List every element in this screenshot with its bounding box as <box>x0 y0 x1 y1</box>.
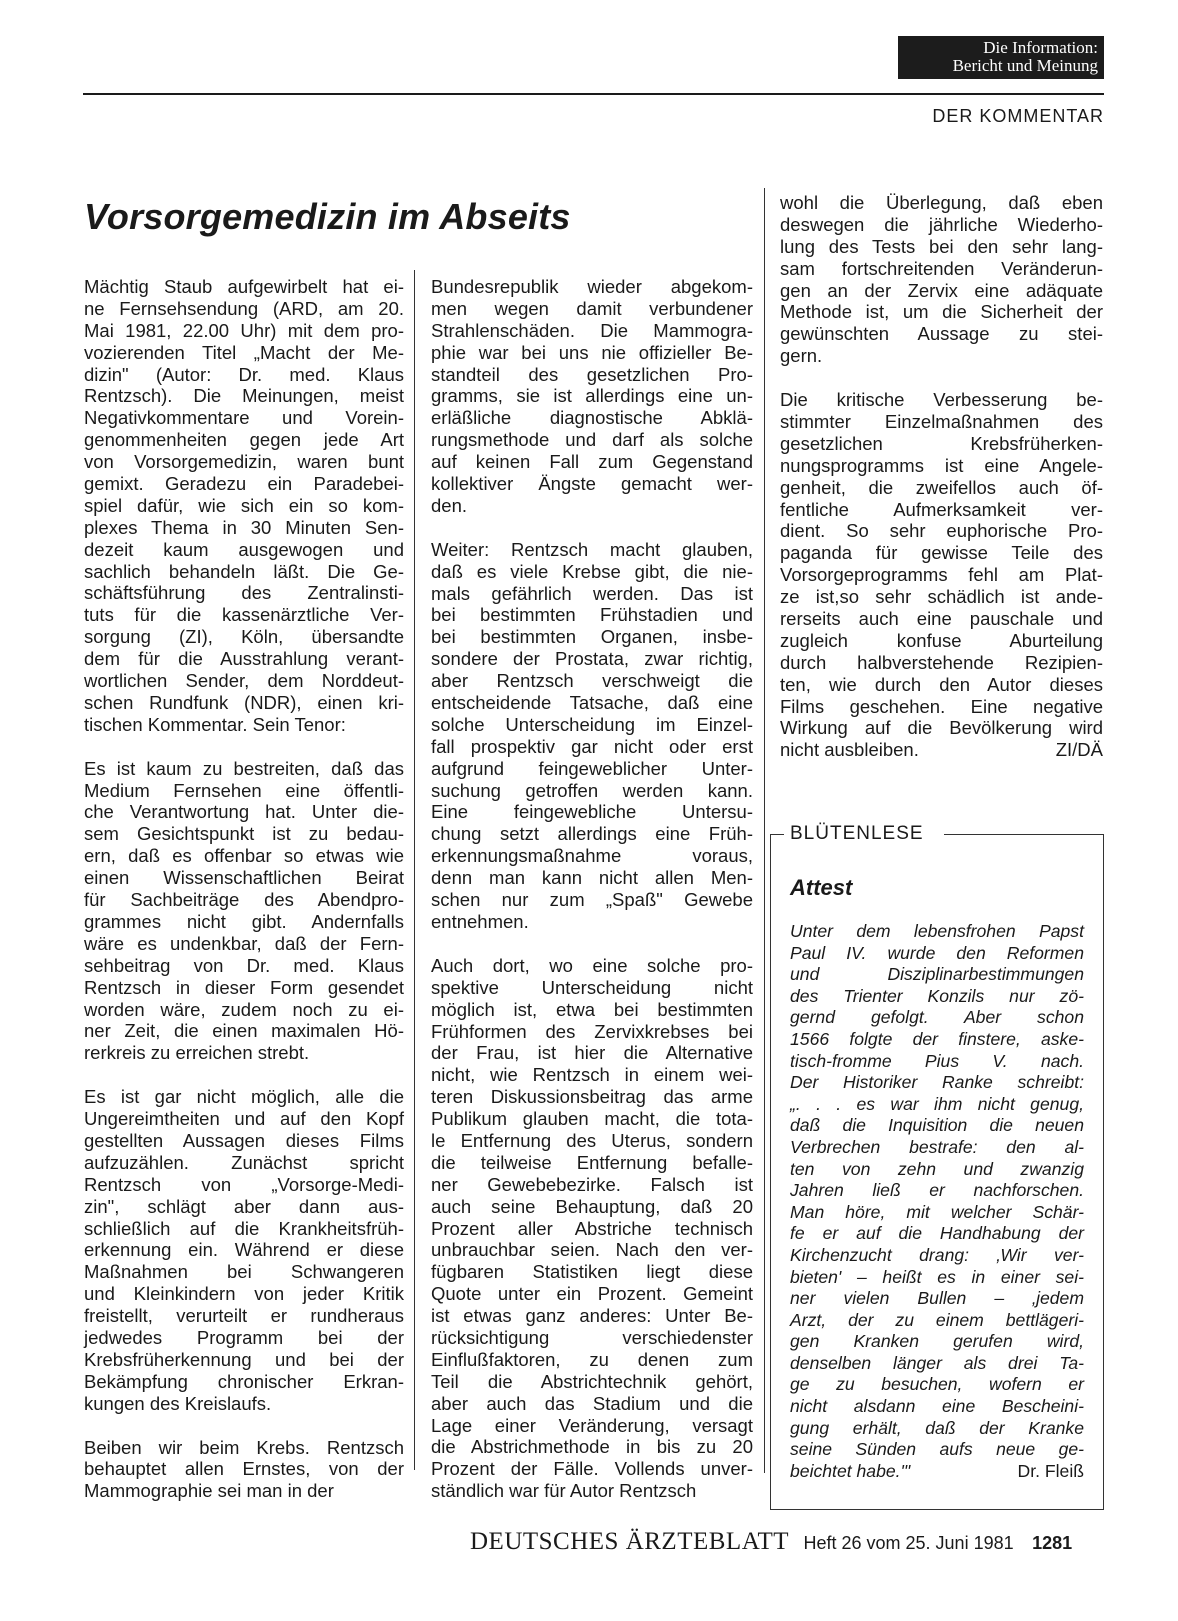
sidebar-line: ge zu besuchen, wofern er <box>790 1374 1084 1395</box>
text-line: erkennung ein. Während er diese <box>84 1239 404 1261</box>
section-badge <box>898 36 1104 79</box>
top-rule <box>83 93 1104 95</box>
text-line: behauptet allen Ernstes, von der <box>84 1458 404 1480</box>
text-line: spiel dafür, wie sich ein so kom- <box>84 494 404 516</box>
sidebar-line: Man höre, mit welcher Schär- <box>790 1201 1084 1222</box>
paragraph <box>84 1086 404 1414</box>
text-line: gemixt. Geradezu ein Paradebei- <box>84 473 404 495</box>
sidebar-line: Paul IV. wurde den Reformen <box>790 942 1084 963</box>
text-line: dezeit kaum ausgewogen und <box>84 538 404 560</box>
sidebar-line: ten von zehn und zwanzig <box>790 1158 1084 1179</box>
text-line: entnehmen. <box>431 910 529 932</box>
text-line: sorgung (ZI), Köln, übersandte <box>84 626 404 648</box>
sidebar-line: seine Sünden aufs neue ge- <box>790 1439 1084 1460</box>
text-line: spektive Unterscheidung nicht <box>431 976 753 998</box>
text-line: paganda für gewisse Teile des <box>780 542 1103 564</box>
text-line: genommenheiten gegen jede Art <box>84 429 404 451</box>
sidebar-last-line: beichtet habe.'" <box>790 1460 911 1481</box>
text-line: auch seine Behauptung, daß 20 <box>431 1195 753 1217</box>
text-line: möglich ist, etwa bei bestimmten <box>431 998 753 1020</box>
text-line: rücksichtigung verschiedenster <box>431 1326 753 1348</box>
text-line: zugleich konfuse Aburteilung <box>780 629 1103 651</box>
text-line: dem für die Ausstrahlung verant- <box>84 648 404 670</box>
article-signoff <box>780 739 1103 761</box>
sidebar-line: bieten' – heißt es in einer sei- <box>790 1266 1084 1287</box>
text-line: rerkreis zu erreichen strebt. <box>84 1042 310 1064</box>
text-line: daß es viele Krebse gibt, die nie- <box>431 560 753 582</box>
text-line: Rentzsch von „Vorsorge-Medi- <box>84 1173 404 1195</box>
sidebar-line: Verbrechen bestrafe: den al- <box>790 1136 1084 1157</box>
text-line: aber auch das Stadium und die <box>431 1392 753 1414</box>
text-line: bei bestimmten Frühstadien und <box>431 604 753 626</box>
text-line: ze ist,so sehr schädlich ist ande- <box>780 586 1103 608</box>
sidebar-line: Kirchenzucht drang: ‚Wir ver- <box>790 1244 1084 1265</box>
text-line: Teil die Abstrichtechnik gehört, <box>431 1370 753 1392</box>
text-line: gern. <box>780 345 823 367</box>
paragraph <box>780 192 1103 367</box>
text-line: zin", schlägt aber dann aus- <box>84 1195 404 1217</box>
paragraph <box>84 276 404 736</box>
text-line: rungsmethode und darf als solche <box>431 429 753 451</box>
text-line: gestellten Aussagen dieses Films <box>84 1129 404 1151</box>
sidebar-label: BLÜTENLESE <box>790 823 924 844</box>
text-line: und Kleinkindern von jeder Kritik <box>84 1283 404 1305</box>
text-line: wortlichen Sender, dem Norddeut- <box>84 670 404 692</box>
text-line: Negativkommentare und Vorein- <box>84 407 404 429</box>
text-line: Auch dort, wo eine solche pro- <box>431 954 753 976</box>
text-line: durch halbverstehende Rezipien- <box>780 651 1103 673</box>
text-line: schen Rundfunk (NDR), einen kri- <box>84 691 404 713</box>
text-line: Rentzsch). Die Meinungen, meist <box>84 385 404 407</box>
text-line: solche Unterscheidung im Einzel- <box>431 713 753 735</box>
text-line: Prozent aller Abstriche technisch <box>431 1217 753 1239</box>
article-signature: ZI/DÄ <box>1055 739 1103 761</box>
paragraph <box>84 1437 404 1503</box>
paragraph <box>84 758 404 1064</box>
article-title: Vorsorgemedizin im Abseits <box>84 196 571 237</box>
text-line: Wirkung auf die Bevölkerung wird <box>780 717 1103 739</box>
page-number: 1281 <box>1032 1533 1073 1553</box>
text-line: Publikum glauben macht, die tota- <box>431 1108 753 1130</box>
text-line: aufgrund feingeweblicher Unter- <box>431 757 753 779</box>
text-line: denn man kann nicht allen Men- <box>431 867 753 889</box>
text-line: bei bestimmten Organen, insbe- <box>431 626 753 648</box>
sidebar-line: tisch-fromme Pius V. nach. <box>790 1050 1084 1071</box>
text-line: entscheidende Tatsache, daß eine <box>431 692 753 714</box>
text-line: sem Gesichtspunkt ist zu bedau- <box>84 823 404 845</box>
issue-info: Heft 26 vom 25. Juni 1981 <box>803 1533 1014 1553</box>
column-divider-2 <box>764 188 765 1473</box>
text-line: ten, wie durch den Autor dieses <box>780 673 1103 695</box>
text-line: wäre es undenkbar, daß der Fern- <box>84 932 404 954</box>
text-line: aufzuzählen. Zunächst spricht <box>84 1151 404 1173</box>
text-line: genheit, die zweifellos auch öf- <box>780 476 1103 498</box>
text-line: suchung getroffen werden kann. <box>431 779 753 801</box>
text-line: sondere der Prostata, zwar richtig, <box>431 648 753 670</box>
text-line: tischen Kommentar. Sein Tenor: <box>84 713 346 735</box>
paragraph <box>431 539 753 933</box>
text-line: die teilweise Entfernung befalle- <box>431 1151 753 1173</box>
text-line: stimmter Einzelmaßnahmen des <box>780 411 1103 433</box>
text-line: Ungereimtheiten und auf den Kopf <box>84 1108 404 1130</box>
text-line: schen nur zum „Spaß" Gewebe <box>431 889 753 911</box>
text-line: Prozent der Fälle. Vollends unver- <box>431 1458 753 1480</box>
text-line: grammes nicht gibt. Andernfalls <box>84 910 404 932</box>
text-line: gewünschten Aussage zu stei- <box>780 323 1103 345</box>
paragraph <box>780 389 1103 739</box>
paragraph <box>431 955 753 1502</box>
text-line: gesetzlichen Krebsfrüherken- <box>780 432 1103 454</box>
sidebar-line: „. . . es war ihm nicht genug, <box>790 1093 1084 1114</box>
text-line: kollektiver Ängste gemacht wer- <box>431 473 753 495</box>
text-line: aber Rentzsch verschweigt die <box>431 670 753 692</box>
sidebar-line: fe er auf die Handhabung der <box>790 1223 1084 1244</box>
sidebar-line: ner vielen Bullen – ‚jedem <box>790 1288 1084 1309</box>
sidebar-top-rule-left <box>770 834 784 835</box>
text-line: Bundesrepublik wieder abgekom- <box>431 276 753 297</box>
text-line: Films geschehen. Eine negative <box>780 695 1103 717</box>
sidebar-line: und Disziplinarbestimmungen <box>790 964 1084 985</box>
text-line: Mächtig Staub aufgewirbelt hat ei- <box>84 276 404 297</box>
text-line: erläßliche diagnostische Abklä- <box>431 407 753 429</box>
text-line: den. <box>431 494 468 516</box>
sidebar-text <box>790 921 1084 1482</box>
text-line: fentliche Aufmerksamkeit ver- <box>780 498 1103 520</box>
text-line: Vorsorgeprogramms fehl am Plat- <box>780 564 1103 586</box>
text-line: Einflußfaktoren, zu denen zum <box>431 1348 753 1370</box>
text-line: rerseits auch eine pauschale und <box>780 608 1103 630</box>
text-line: tuts für die kassenärztliche Ver- <box>84 604 404 626</box>
text-line: Die kritische Verbesserung be- <box>780 389 1103 411</box>
sidebar-line: 1566 folgte der finstere, aske- <box>790 1028 1084 1049</box>
article-column-1 <box>84 276 404 1524</box>
text-line: sam fortschreitenden Veränderun- <box>780 257 1103 279</box>
text-line: Es ist kaum zu bestreiten, daß das <box>84 757 404 779</box>
text-line: gramms, sie ist allerdings eine un- <box>431 385 753 407</box>
text-line: Medium Fernsehen eine öffentli- <box>84 779 404 801</box>
text-line: erkennungsmaßnahme voraus, <box>431 845 753 867</box>
section-label: DER KOMMENTAR <box>932 106 1104 126</box>
text-line: fall prospektiv gar nicht oder erst <box>431 735 753 757</box>
text-line: sehbeitrag von Dr. med. Klaus <box>84 954 404 976</box>
text-line: vozierenden Titel „Macht der Me- <box>84 341 404 363</box>
text-line: ner Gewebebezirke. Falsch ist <box>431 1173 753 1195</box>
text-line: deswegen die jährliche Wiederho- <box>780 213 1103 235</box>
text-line: teren Diskussionsbeitrag das arme <box>431 1086 753 1108</box>
paragraph <box>431 276 753 517</box>
sidebar-line: nicht alsdann eine Bescheini- <box>790 1396 1084 1417</box>
text-line: von Vorsorgemedizin, waren bunt <box>84 451 404 473</box>
text-line: ständlich war für Autor Rentzsch <box>431 1480 697 1502</box>
sidebar-line: denselben länger als drei Ta- <box>790 1352 1084 1373</box>
text-line: für Sachbeiträge des Abendpro- <box>84 889 404 911</box>
text-line: Lage einer Veränderung, versagt <box>431 1414 753 1436</box>
text-line: chung setzt allerdings eine Früh- <box>431 823 753 845</box>
text-line: Krebsfrüherkennung und bei der <box>84 1348 404 1370</box>
text-line: Beiben wir beim Krebs. Rentzsch <box>84 1436 404 1458</box>
sidebar-line: Arzt, der zu einem bettlägeri- <box>790 1309 1084 1330</box>
sidebar-signature: Dr. Fleiß <box>1017 1460 1084 1481</box>
sidebar-line: des Trienter Konzils nur zö- <box>790 985 1084 1006</box>
text-line: gen an der Zervix eine adäquate <box>780 279 1103 301</box>
text-line: Es ist gar nicht möglich, alle die <box>84 1086 404 1108</box>
text-line: che Verantwortung hat. Unter die- <box>84 801 404 823</box>
sidebar-line: Der Historiker Ranke schreibt: <box>790 1072 1084 1093</box>
sidebar-top-rule-right <box>944 834 1104 835</box>
column-divider-1 <box>414 270 415 1470</box>
text-line: Strahlenschäden. Die Mammogra- <box>431 319 753 341</box>
text-line: schließlich auf die Krankheitsfrüh- <box>84 1217 404 1239</box>
text-line: Frühformen des Zervixkrebses bei <box>431 1020 753 1042</box>
sidebar-line: Jahren ließ er nachforschen. <box>790 1180 1084 1201</box>
text-line: sachlich behandeln läßt. Die Ge- <box>84 560 404 582</box>
text-line: nicht, wie Rentzsch in einem wei- <box>431 1064 753 1086</box>
text-line: lung des Tests bei den sehr lang- <box>780 235 1103 257</box>
page-footer <box>470 1528 1072 1556</box>
text-line: wohl die Überlegung, daß eben <box>780 192 1103 213</box>
text-line: fügbaren Statistiken liegt diese <box>431 1261 753 1283</box>
text-line: dient. So sehr euphorische Pro- <box>780 520 1103 542</box>
text-line: freistellt, verurteilt er rundheraus <box>84 1305 404 1327</box>
text-line: ern, daß es offenbar so etwas wie <box>84 845 404 867</box>
text-line: mals gefährlich werden. Das ist <box>431 582 753 604</box>
article-last-line: nicht ausbleiben. <box>780 739 919 761</box>
text-line: die Abstrichmethode in bis zu 20 <box>431 1436 753 1458</box>
sidebar-title: Attest <box>790 875 853 900</box>
text-line: ist etwas ganz anderes: Unter Be- <box>431 1305 753 1327</box>
text-line: Mammographie sei man in der <box>84 1480 334 1502</box>
text-line: nungsprogramms ist eine Angele- <box>780 454 1103 476</box>
text-line: auf keinen Fall zum Gegenstand <box>431 451 753 473</box>
text-line: ner Zeit, die einen maximalen Hö- <box>84 1020 404 1042</box>
text-line: ne Fernsehsendung (ARD, am 20. <box>84 297 404 319</box>
text-line: einen Wissenschaftlichen Beirat <box>84 867 404 889</box>
text-line: men wegen damit verbundener <box>431 297 753 319</box>
text-line: plexes Thema in 30 Minuten Sen- <box>84 516 404 538</box>
sidebar-signoff <box>790 1461 1084 1483</box>
text-line: jedwedes Programm bei der <box>84 1326 404 1348</box>
sidebar-line: gernd gefolgt. Aber schon <box>790 1007 1084 1028</box>
text-line: unbrauchbar seien. Nach den ver- <box>431 1239 753 1261</box>
sidebar-line: gen Kranken gerufen wird, <box>790 1331 1084 1352</box>
text-line: worden wäre, zudem noch zu ei- <box>84 998 404 1020</box>
text-line: Bekämpfung chronischer Erkran- <box>84 1370 404 1392</box>
text-line: schäftsführung des Zentralinsti- <box>84 582 404 604</box>
text-line: Mai 1981, 22.00 Uhr) mit dem pro- <box>84 319 404 341</box>
text-line: standteil des gesetzlichen Pro- <box>431 363 753 385</box>
badge-line-1: Die Information: <box>983 38 1098 57</box>
text-line: Weiter: Rentzsch macht glauben, <box>431 538 753 560</box>
text-line: kungen des Kreislaufs. <box>84 1392 272 1414</box>
text-line: le Entfernung des Uterus, sondern <box>431 1129 753 1151</box>
sidebar-line: daß die Inquisition die neuen <box>790 1115 1084 1136</box>
text-line: Maßnahmen bei Schwangeren <box>84 1261 404 1283</box>
sidebar-line: gung erhält, daß der Kranke <box>790 1417 1084 1438</box>
sidebar-line: Unter dem lebensfrohen Papst <box>790 921 1084 941</box>
article-column-3 <box>780 192 1103 761</box>
article-column-2 <box>431 276 753 1524</box>
text-line: Rentzsch in dieser Form gesendet <box>84 976 404 998</box>
text-line: Methode ist, um die Sicherheit der <box>780 301 1103 323</box>
text-line: der Frau, ist hier die Alternative <box>431 1042 753 1064</box>
badge-line-2: Bericht und Meinung <box>952 56 1098 75</box>
text-line: phie war bei uns nie offizieller Be- <box>431 341 753 363</box>
text-line: Eine feingewebliche Untersu- <box>431 801 753 823</box>
journal-name: DEUTSCHES ÄRZTEBLATT <box>470 1528 790 1555</box>
text-line: dizin" (Autor: Dr. med. Klaus <box>84 363 404 385</box>
text-line: Quote unter ein Prozent. Gemeint <box>431 1283 753 1305</box>
